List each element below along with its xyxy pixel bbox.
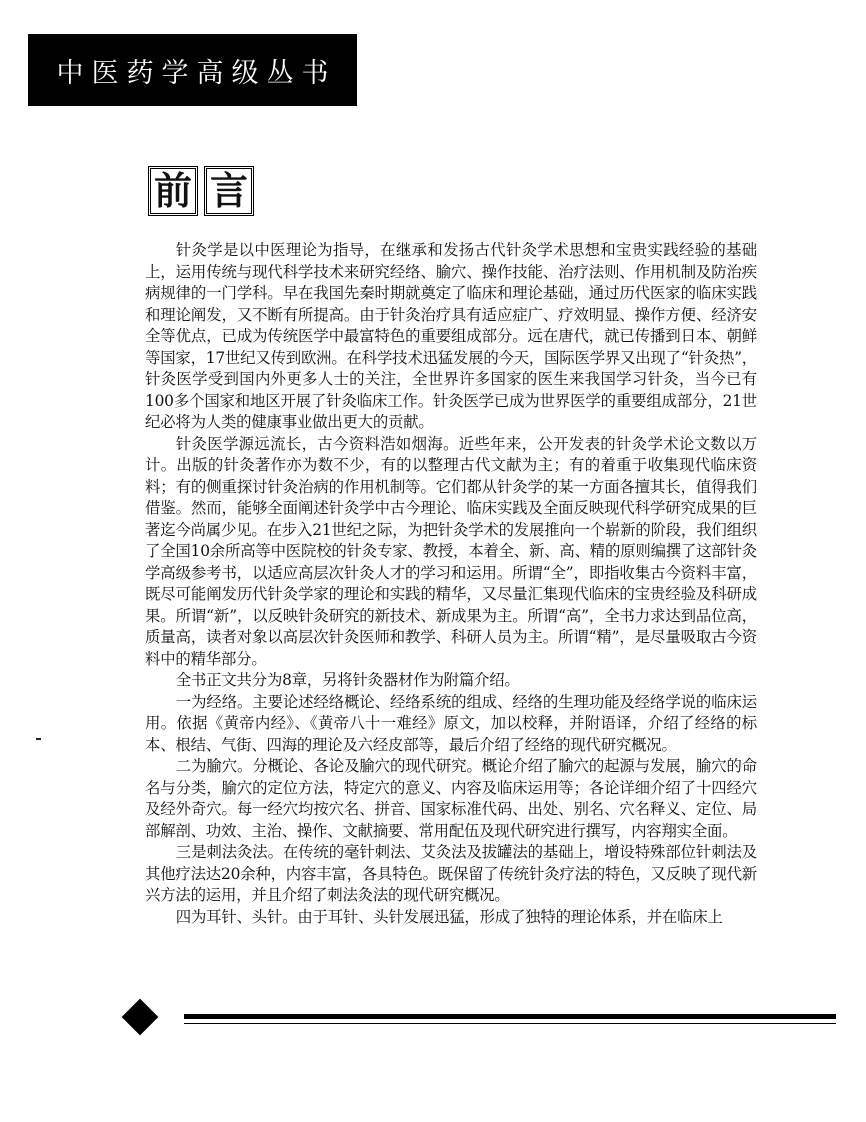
margin-mark [36, 738, 41, 740]
paragraph-4: 一为经络。主要论述经络概论、经络系统的组成、经络的生理功能及经络学说的临床运用。依据《黄帝内经》、《黄帝八十一难经》原文，加以校释，并附语译，介绍了经络的标本、根结、气街、四海的理论及六经皮部等，最后介绍了经络的现代研究概况。 [145, 692, 757, 754]
series-title: 中医药学高级丛书 [56, 57, 337, 89]
series-header-banner [28, 34, 357, 106]
footer-rule [118, 1002, 838, 1042]
paragraph-3: 全书正文共分为8章，另将针灸器材作为附篇介绍。 [175, 671, 520, 689]
preface-body [145, 240, 757, 928]
paragraph-6: 三是刺法灸法。在传统的毫针刺法、艾灸法及拔罐法的基础上，增设特殊部位针刺法及其他疗法达20余种，内容丰富，各具特色。既保留了传统针灸疗法的特色，又反映了现代新兴方法的运用，并且介绍了刺法灸法的现代研究概况。 [145, 843, 757, 904]
paragraph-2: 针灸医学源远流长，古今资料浩如烟海。近些年来，公开发表的针灸学术论文数以万计。出版的针灸著作亦为数不少，有的以整理古代文献为主；有的着重于收集现代临床资料；有的侧重探讨针灸治病的作用机制等。它们都从针灸学的某一方面各擅其长，值得我们借鉴。然而，能够全面阐述针灸学中古今理论、临床实践及全面反映现代科学研究成果的巨著迄今尚属少见。在步入21世纪之际，为把针灸学术的发展推向一个崭新的阶段，我们组织了全国10余所高等中医院校的针灸专家、教授，本着全、新、高、精的原则编撰了这部针灸学高级参考书，以适应高层次针灸人才的学习和运用。所谓“全”，即指收集古今资料丰富，既尽可能阐发历代针灸学家的理论和实践的精华，又尽量汇集现代临床的宝贵经验及科研成果。所谓“新”，以反映针灸研究的新技术、新成果为主。所谓“高”，全书力求达到品位高，质量高，读者对象以高层次针灸医师和教学、科研人员为主。所谓“精”，是尽量吸取古今资料中的精华部分。 [145, 434, 757, 668]
diamond-ornament-icon [122, 999, 159, 1036]
footer-thick-line [184, 1014, 836, 1019]
footer-thin-line [184, 1023, 836, 1024]
paragraph-5: 二为腧穴。分概论、各论及腧穴的现代研究。概论介绍了腧穴的起源与发展，腧穴的命名与分类，腧穴的定位方法，特定穴的意义、内容及临床运用等；各论详细介绍了十四经穴及经外奇穴。每一经穴均按穴名、拼音、国家标准代码、出处、别名、穴名释义、定位、局部解剖、功效、主治、操作、文献摘要、常用配伍及现代研究进行撰写，内容翔实全面。 [145, 757, 757, 840]
title-char-1: 前 [148, 166, 198, 216]
paragraph-7: 四为耳针、头针。由于耳针、头针发展迅猛，形成了独特的理论体系，并在临床上 [175, 907, 723, 926]
paragraph-1: 针灸学是以中医理论为指导，在继承和发扬古代针灸学术思想和宝贵实践经验的基础上，运用传统与现代科学技术来研究经络、腧穴、操作技能、治疗法则、作用机制及防治疾病规律的一门学科。早在我国先秦时期就奠定了临床和理论基础，通过历代医家的临床实践和理论阐发，又不断有所提高。由于针灸治疗具有适应症广、疗效明显、操作方便、经济安全等优点，已成为传统医学中最富特色的重要组成部分。远在唐代，就已传播到日本、朝鲜等国家，17世纪又传到欧洲。在科学技术迅猛发展的今天，国际医学界又出现了“针灸热”，针灸医学受到国内外更多人士的关注，全世界许多国家的医生来我国学习针灸，当今已有100多个国家和地区开展了针灸临床工作。针灸医学已成为世界医学的重要组成部分，21世纪必将为人类的健康事业做出更大的贡献。 [145, 241, 757, 431]
page-title [148, 166, 254, 216]
title-char-2: 言 [204, 166, 254, 216]
